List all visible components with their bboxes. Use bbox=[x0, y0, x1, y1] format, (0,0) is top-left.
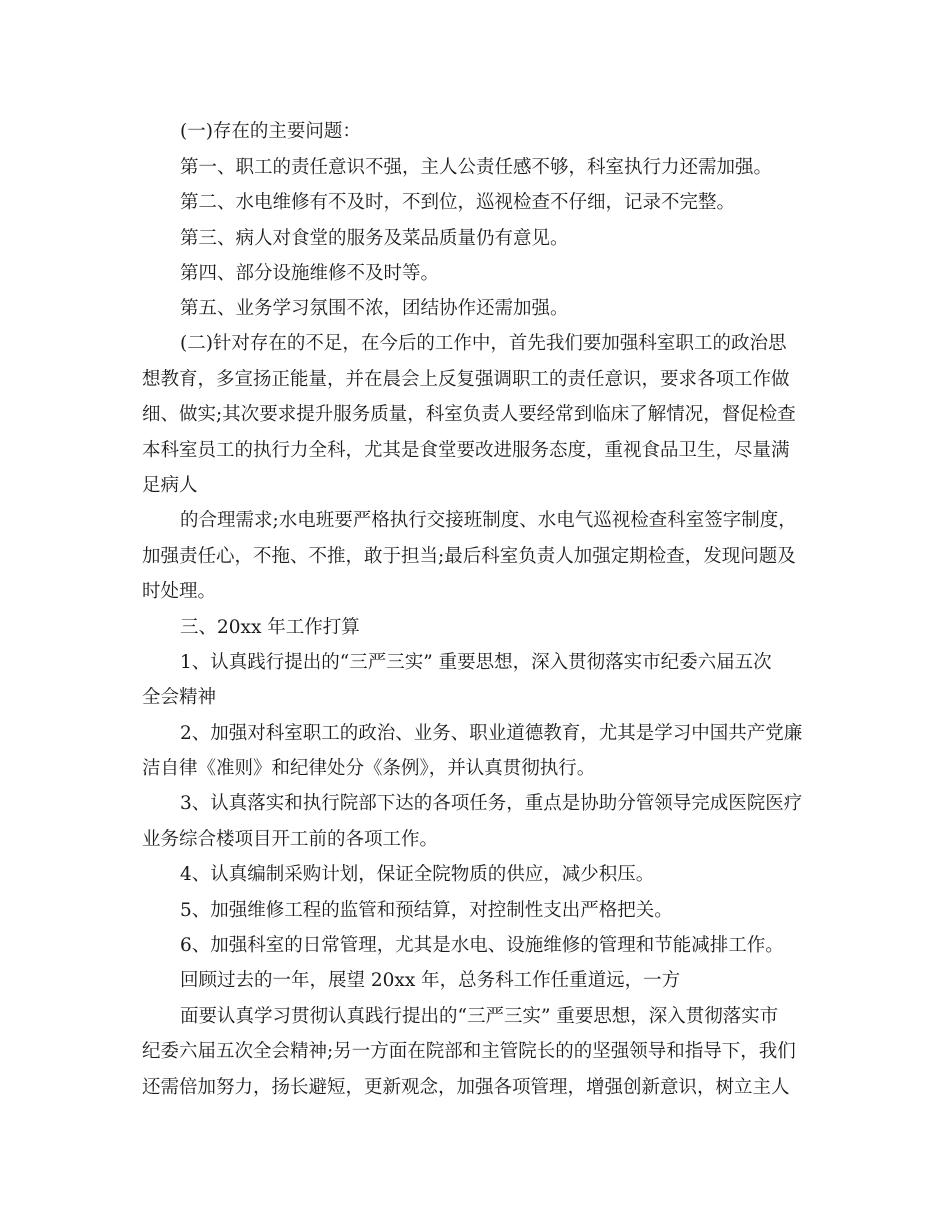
paragraph-line: 第五、业务学习氛围不浓，团结协作还需加强。 bbox=[180, 298, 569, 319]
closing-paragraph-line: 纪委六届五次全会精神;另一方面在院部和主管院长的的坚强领导和指导下，我们 bbox=[142, 1041, 796, 1062]
paragraph-line: 细、做实;其次要求提升服务质量，科室负责人要经常到临床了解情况，督促检查 bbox=[142, 404, 796, 425]
plan-item-line: 2、加强对科室职工的政治、业务、职业道德教育，尤其是学习中国共产党廉 bbox=[180, 723, 803, 744]
section-heading-problems: (一)存在的主要问题： bbox=[180, 121, 361, 142]
paragraph-line: 第二、水电维修有不及时，不到位，巡视检查不仔细，记录不完整。 bbox=[180, 192, 736, 213]
plan-item-line: 1、认真践行提出的“三严三实” 重要思想，深入贯彻落实市纪委六届五次 bbox=[180, 652, 772, 673]
paragraph-line: 加强责任心，不拖、不推，敢于担当;最后科室负责人加强定期检查，发现问题及 bbox=[142, 546, 796, 567]
closing-paragraph-line: 还需倍加努力，扬长避短，更新观念，加强各项管理，增强创新意识，树立主人 bbox=[142, 1077, 790, 1098]
plan-item-line: 全会精神 bbox=[142, 687, 217, 708]
paragraph-line: 第四、部分设施维修不及时等。 bbox=[180, 263, 440, 284]
plan-item-line: 5、加强维修工程的监管和预结算，对控制性支出严格把关。 bbox=[180, 900, 673, 921]
paragraph-line: (二)针对存在的不足，在今后的工作中，首先我们要加强科室职工的政治思 bbox=[180, 333, 787, 354]
closing-paragraph-line: 面要认真学习贯彻认真践行提出的“三严三实” 重要思想，深入贯彻落实市 bbox=[180, 1006, 779, 1027]
paragraph-line: 的合理需求;水电班要严格执行交接班制度、水电气巡视检查科室签字制度， bbox=[180, 510, 797, 531]
paragraph-line: 本科室员工的执行力全科，尤其是食堂要改进服务态度，重视食品卫生，尽量满 bbox=[142, 440, 790, 461]
paragraph-line: 足病人 bbox=[142, 475, 198, 496]
plan-item-line: 6、加强科室的日常管理，尤其是水电、设施维修的管理和节能减排工作。 bbox=[180, 935, 784, 956]
plan-item-line: 业务综合楼项目开工前的各项工作。 bbox=[142, 829, 439, 850]
plan-item-line: 洁自律《准则》和纪律处分《条例》，并认真贯彻执行。 bbox=[142, 758, 596, 779]
plan-item-line: 4、认真编制采购计划，保证全院物质的供应，减少积压。 bbox=[180, 864, 655, 885]
closing-paragraph-line: 回顾过去的一年，展望 20xx 年，总务科工作任重道远，一方 bbox=[180, 970, 681, 991]
section-heading-plan: 三、20xx 年工作打算 bbox=[180, 617, 360, 638]
paragraph-line: 第一、职工的责任意识不强，主人公责任感不够，科室执行力还需加强。 bbox=[180, 157, 773, 178]
plan-item-line: 3、认真落实和执行院部下达的各项任务，重点是协助分管领导完成医院医疗 bbox=[180, 793, 803, 814]
paragraph-line: 第三、病人对食堂的服务及菜品质量仍有意见。 bbox=[180, 228, 569, 249]
paragraph-line: 想教育，多宣扬正能量，并在晨会上反复强调职工的责任意识，要求各项工作做 bbox=[142, 369, 790, 390]
paragraph-line: 时处理。 bbox=[142, 581, 217, 602]
